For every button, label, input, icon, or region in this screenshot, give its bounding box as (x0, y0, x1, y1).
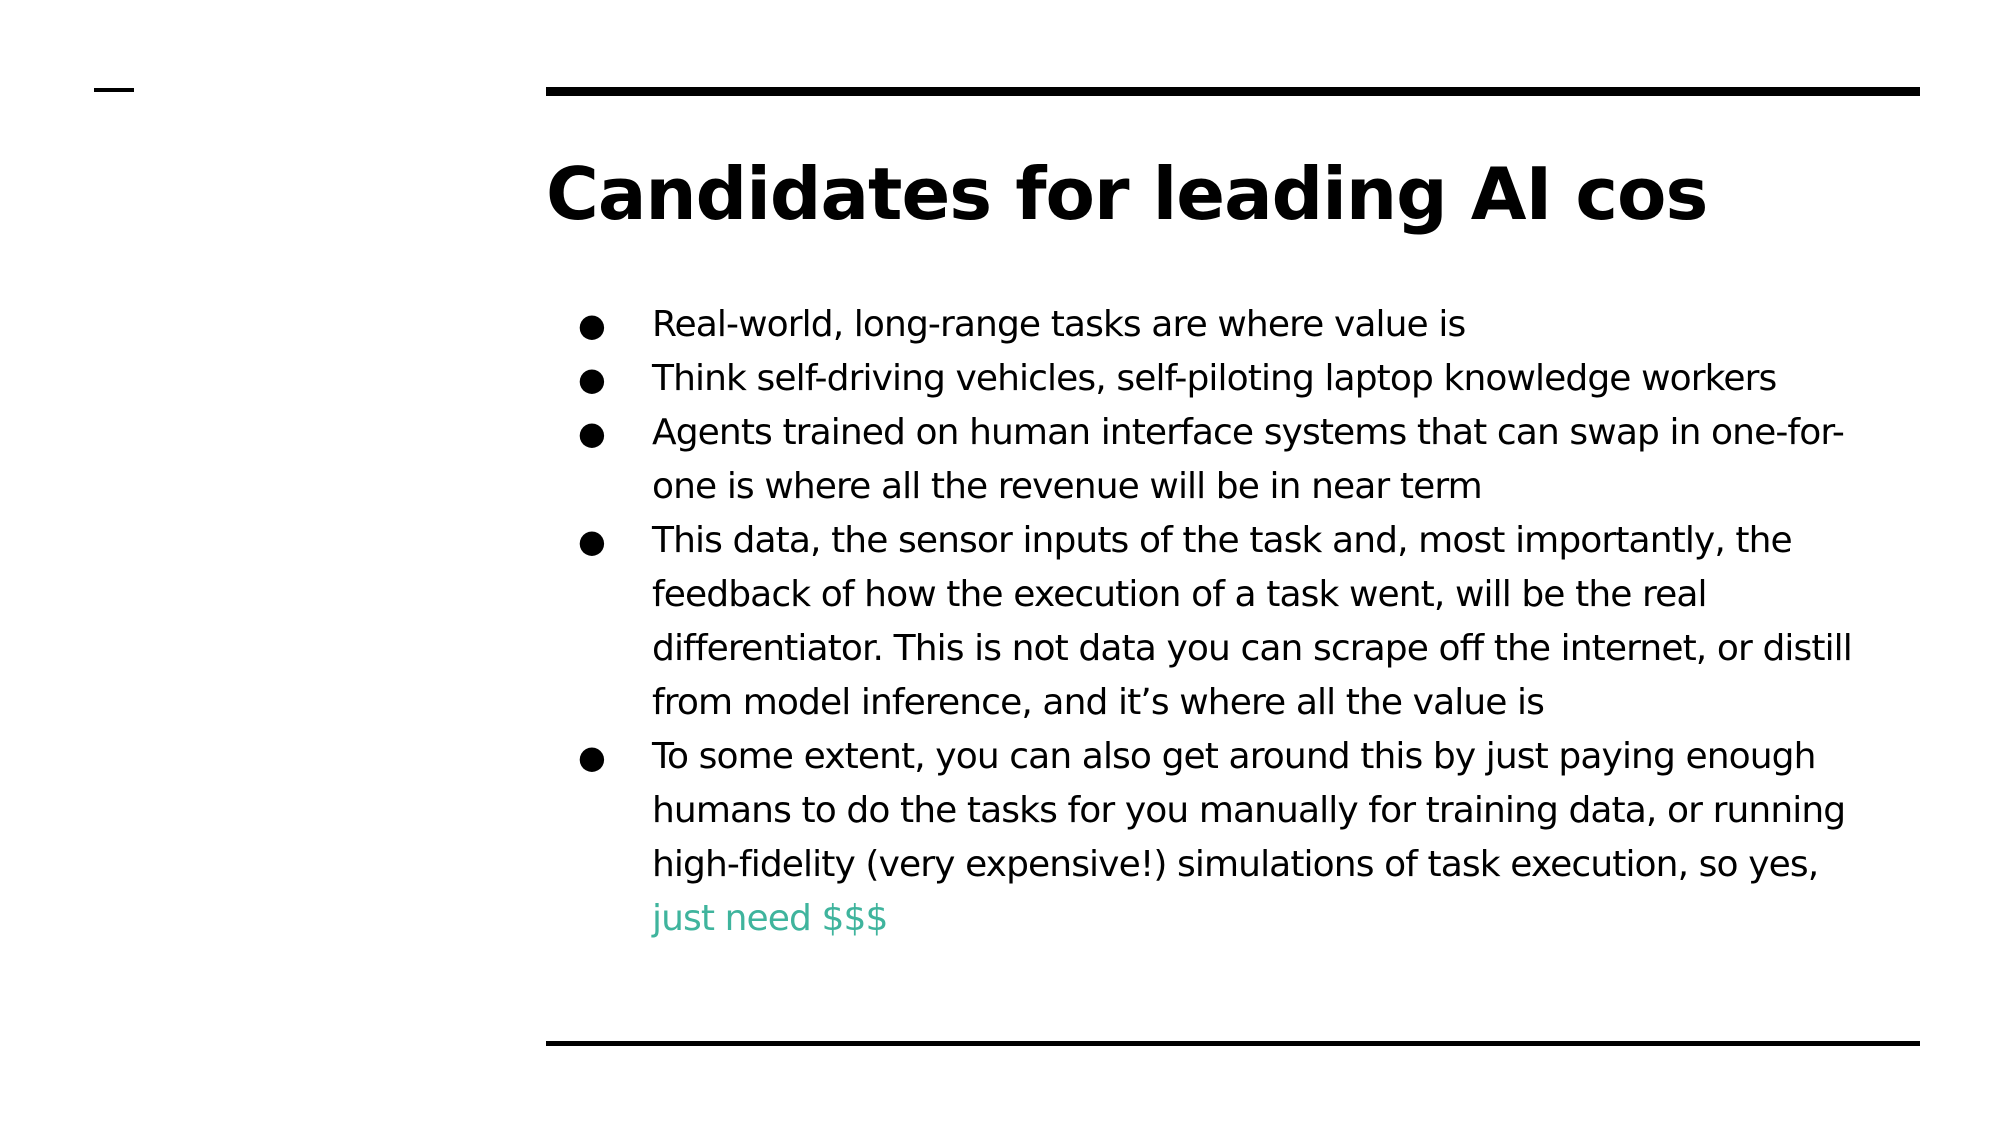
bullet-accent-text: just need $$$ (652, 898, 888, 939)
bullet-text: Real-world, long-range tasks are where value is (652, 304, 1466, 345)
bullet-item (546, 298, 1886, 352)
bullet-dot-icon: ● (578, 738, 606, 776)
bullet-text: To some extent, you can also get around this by just paying enough humans to do the tasks for you manually for training data, or running high-fidelity (very expensive!) simulations of task execution, so yes, (652, 736, 1846, 885)
bullet-item (546, 406, 1886, 514)
bullet-text: Agents trained on human interface systems that can swap in one-for-one is where all the revenue will be in near term (652, 412, 1845, 507)
bullet-dot-icon: ● (578, 360, 606, 398)
bullet-item (546, 352, 1886, 406)
slide-title: Candidates for leading AI cos (546, 152, 1708, 236)
bullet-dot-icon: ● (578, 414, 606, 452)
top-rule (546, 87, 1920, 96)
bullet-text: This data, the sensor inputs of the task and, most importantly, the feedback of how the execution of a task went, will be the real differentiator. This is not data you can scrape off the internet, or distill from model inference, and it’s where all the value is (652, 520, 1852, 723)
bullet-text: Think self-driving vehicles, self-piloting laptop knowledge workers (652, 358, 1777, 399)
bullet-dot-icon: ● (578, 306, 606, 344)
bottom-rule (546, 1041, 1920, 1046)
corner-dash (94, 88, 134, 92)
bullet-dot-icon: ● (578, 522, 606, 560)
bullet-item (546, 514, 1886, 730)
bullet-list (546, 298, 1886, 946)
bullet-item (546, 730, 1886, 946)
